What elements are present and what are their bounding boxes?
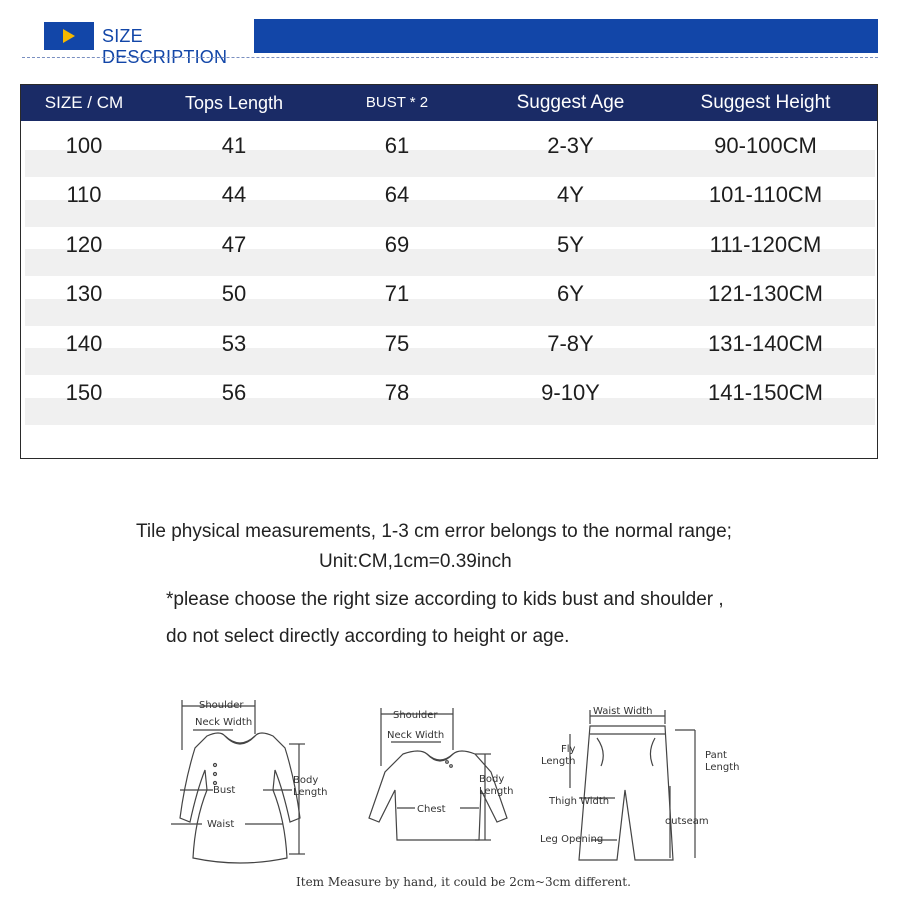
- cell-suggest-age: 7-8Y: [547, 331, 594, 356]
- label-pants-thigh: Thigh Width: [549, 796, 610, 807]
- cell-bust: 75: [384, 331, 410, 356]
- note-error-range: Tile physical measurements, 1-3 cm error belongs to the normal range;: [136, 521, 732, 542]
- cell-suggest-height: 131-140CM: [708, 331, 823, 356]
- banner-title-box: [22, 19, 254, 67]
- label-dress-neck: Neck Width: [195, 717, 253, 728]
- note-unit: Unit:CM,1cm=0.39inch: [319, 551, 512, 572]
- cell-bust: 71: [384, 281, 410, 306]
- cell-tops-length: 47: [221, 232, 247, 257]
- label-shirt-neck: Neck Width: [387, 730, 445, 741]
- header-suggest-age: Suggest Age: [516, 92, 625, 113]
- header-size: SIZE / CM: [44, 93, 124, 112]
- cell-size: 140: [65, 331, 103, 356]
- cell-suggest-height: 90-100CM: [714, 133, 817, 158]
- divider: [22, 57, 878, 58]
- cell-suggest-age: 2-3Y: [547, 133, 594, 158]
- note-not-height: do not select directly according to height or age.: [166, 626, 570, 647]
- cell-suggest-height: 101-110CM: [708, 182, 823, 207]
- cell-tops-length: 41: [221, 133, 247, 158]
- label-pants-pant1: Pant: [705, 750, 727, 761]
- cell-suggest-height: 121-130CM: [708, 281, 823, 306]
- label-shirt-body2: Length: [479, 786, 514, 797]
- cell-suggest-age: 9-10Y: [541, 380, 600, 405]
- label-shirt-shoulder: Shoulder: [393, 710, 438, 721]
- cell-suggest-height: 141-150CM: [708, 380, 823, 405]
- cell-size: 130: [65, 281, 103, 306]
- cell-tops-length: 50: [221, 281, 247, 306]
- label-pants-fly1: Fly: [561, 744, 576, 755]
- label-pants-outseam: outseam: [665, 816, 709, 827]
- label-pants-fly2: Length: [541, 756, 576, 767]
- cell-suggest-height: 111-120CM: [709, 232, 822, 257]
- cell-suggest-age: 5Y: [557, 232, 584, 257]
- section-title: SIZE DESCRIPTION: [102, 26, 228, 67]
- cell-bust: 61: [384, 133, 410, 158]
- label-dress-bust: Bust: [213, 785, 236, 796]
- label-dress-body1: Body: [293, 775, 319, 786]
- diagram-caption: Item Measure by hand, it could be 2cm~3cm different.: [296, 875, 631, 889]
- header-tops-length: Tops Length: [184, 93, 284, 113]
- cell-suggest-age: 6Y: [557, 281, 584, 306]
- cell-tops-length: 44: [221, 182, 247, 207]
- size-table: [20, 84, 878, 459]
- cell-tops-length: 53: [221, 331, 247, 356]
- cell-size: 110: [66, 182, 102, 207]
- table-header: [21, 85, 877, 121]
- measurement-diagram: [135, 690, 775, 900]
- cell-size: 120: [65, 232, 103, 257]
- label-pants-leg: Leg Opening: [540, 834, 604, 845]
- label-dress-body2: Length: [293, 787, 328, 798]
- label-pants-pant2: Length: [705, 762, 740, 773]
- cell-suggest-age: 4Y: [557, 182, 584, 207]
- label-pants-waist: Waist Width: [593, 706, 653, 717]
- header-bust: BUST * 2: [365, 94, 429, 111]
- play-arrow-icon: [44, 22, 94, 50]
- label-shirt-body1: Body: [479, 774, 505, 785]
- note-choose-size: *please choose the right size according to kids bust and shoulder ,: [166, 589, 724, 610]
- label-dress-waist: Waist: [207, 819, 235, 830]
- cell-tops-length: 56: [221, 380, 247, 405]
- cell-size: 100: [65, 133, 103, 158]
- section-banner: [22, 19, 878, 67]
- label-shirt-chest: Chest: [417, 804, 446, 815]
- cell-bust: 69: [384, 232, 410, 257]
- dress-illustration: [180, 733, 300, 863]
- cell-size: 150: [65, 380, 103, 405]
- cell-bust: 64: [384, 182, 410, 207]
- header-suggest-height: Suggest Height: [700, 92, 831, 113]
- label-dress-shoulder: Shoulder: [199, 700, 244, 711]
- cell-bust: 78: [384, 380, 410, 405]
